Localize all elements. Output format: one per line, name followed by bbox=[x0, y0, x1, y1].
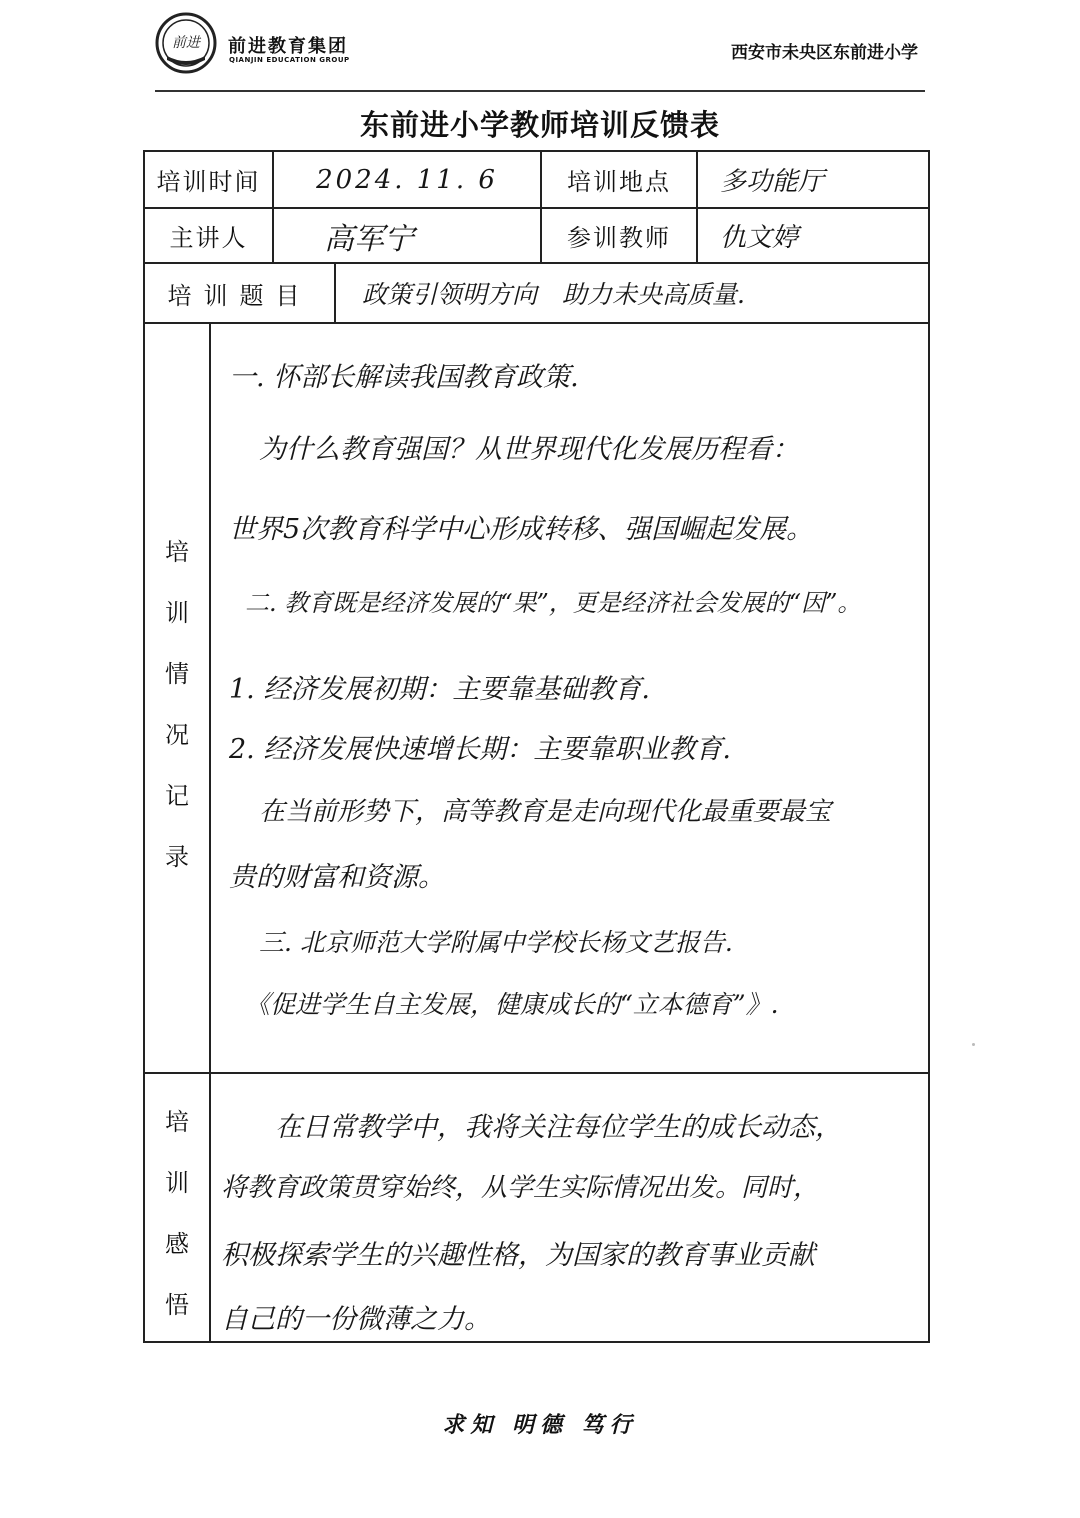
note-line: 一. 怀部长解读我国教育政策. bbox=[229, 362, 579, 393]
speaker-value: 高军宁 bbox=[324, 221, 414, 257]
topic-label: 培训题目 bbox=[167, 281, 312, 310]
logo-text: 前进 bbox=[172, 35, 200, 51]
school-name: 西安市未央区东前进小学 bbox=[731, 43, 918, 63]
participant-label: 参训教师 bbox=[567, 224, 671, 252]
org-name-cn: 前进教育集团 bbox=[228, 36, 348, 57]
note-line: 世界5次教育科学中心形成转移、强国崛起发展。 bbox=[229, 514, 814, 545]
note-line: 贵的财富和资源。 bbox=[229, 862, 445, 893]
header-divider bbox=[155, 90, 925, 92]
reflection-line: 在日常教学中，我将关注每位学生的成长动态， bbox=[275, 1112, 842, 1143]
speaker-label: 主讲人 bbox=[169, 224, 248, 252]
school-motto: 求知 明德 笃行 bbox=[442, 1412, 638, 1438]
reflection-label-char: 悟 bbox=[165, 1291, 189, 1319]
topic-value: 政策引领明方向 助力未央高质量. bbox=[362, 280, 745, 309]
reflection-label-char: 训 bbox=[165, 1169, 189, 1197]
note-line: 二. 教育既是经济发展的“果”，更是经济社会发展的“因”。 bbox=[245, 589, 862, 617]
reflection-line: 将教育政策贯穿始终，从学生实际情况出发。同时， bbox=[221, 1173, 820, 1203]
training-location-value: 多功能厅 bbox=[720, 167, 825, 197]
reflection-label-char: 感 bbox=[165, 1230, 189, 1258]
scan-speck bbox=[972, 1043, 975, 1046]
record-label-char: 录 bbox=[165, 843, 189, 871]
note-line: 2. 经济发展快速增长期：主要靠职业教育. bbox=[229, 734, 731, 765]
record-label-char: 记 bbox=[165, 782, 189, 810]
row-divider bbox=[145, 1072, 928, 1074]
training-time-label: 培训时间 bbox=[156, 168, 261, 196]
record-label-char: 训 bbox=[165, 599, 189, 627]
note-line: 三. 北京师范大学附属中学校长杨文艺报告. bbox=[259, 928, 733, 957]
letterhead bbox=[0, 0, 1080, 92]
record-label-char: 况 bbox=[165, 721, 189, 749]
training-reflection-label bbox=[145, 1092, 209, 1336]
training-time-value: 2024. 11. 6 bbox=[316, 164, 498, 195]
training-record-label bbox=[145, 522, 209, 888]
note-line: 《促进学生自主发展，健康成长的“立本德育”》. bbox=[245, 990, 779, 1019]
training-location-label: 培训地点 bbox=[567, 168, 671, 196]
record-label-char: 培 bbox=[165, 538, 189, 566]
reflection-line: 自己的一份微薄之力。 bbox=[221, 1304, 491, 1335]
participant-value: 仇文婷 bbox=[720, 223, 799, 253]
record-label-char: 情 bbox=[165, 660, 189, 688]
reflection-label-char: 培 bbox=[165, 1108, 189, 1136]
note-line: 在当前形势下，高等教育是走向现代化最重要最宝 bbox=[259, 797, 832, 827]
row-divider bbox=[145, 322, 928, 324]
reflection-line: 积极探索学生的兴趣性格，为国家的教育事业贡献 bbox=[221, 1240, 815, 1271]
school-logo bbox=[155, 12, 217, 74]
form-title: 东前进小学教师培训反馈表 bbox=[359, 108, 720, 142]
note-line: 1. 经济发展初期：主要靠基础教育. bbox=[229, 674, 650, 705]
note-line: 为什么教育强国？从世界现代化发展历程看： bbox=[259, 434, 799, 465]
org-name-en: QIANJIN EDUCATION GROUP bbox=[229, 56, 350, 64]
col-divider bbox=[209, 322, 211, 1343]
